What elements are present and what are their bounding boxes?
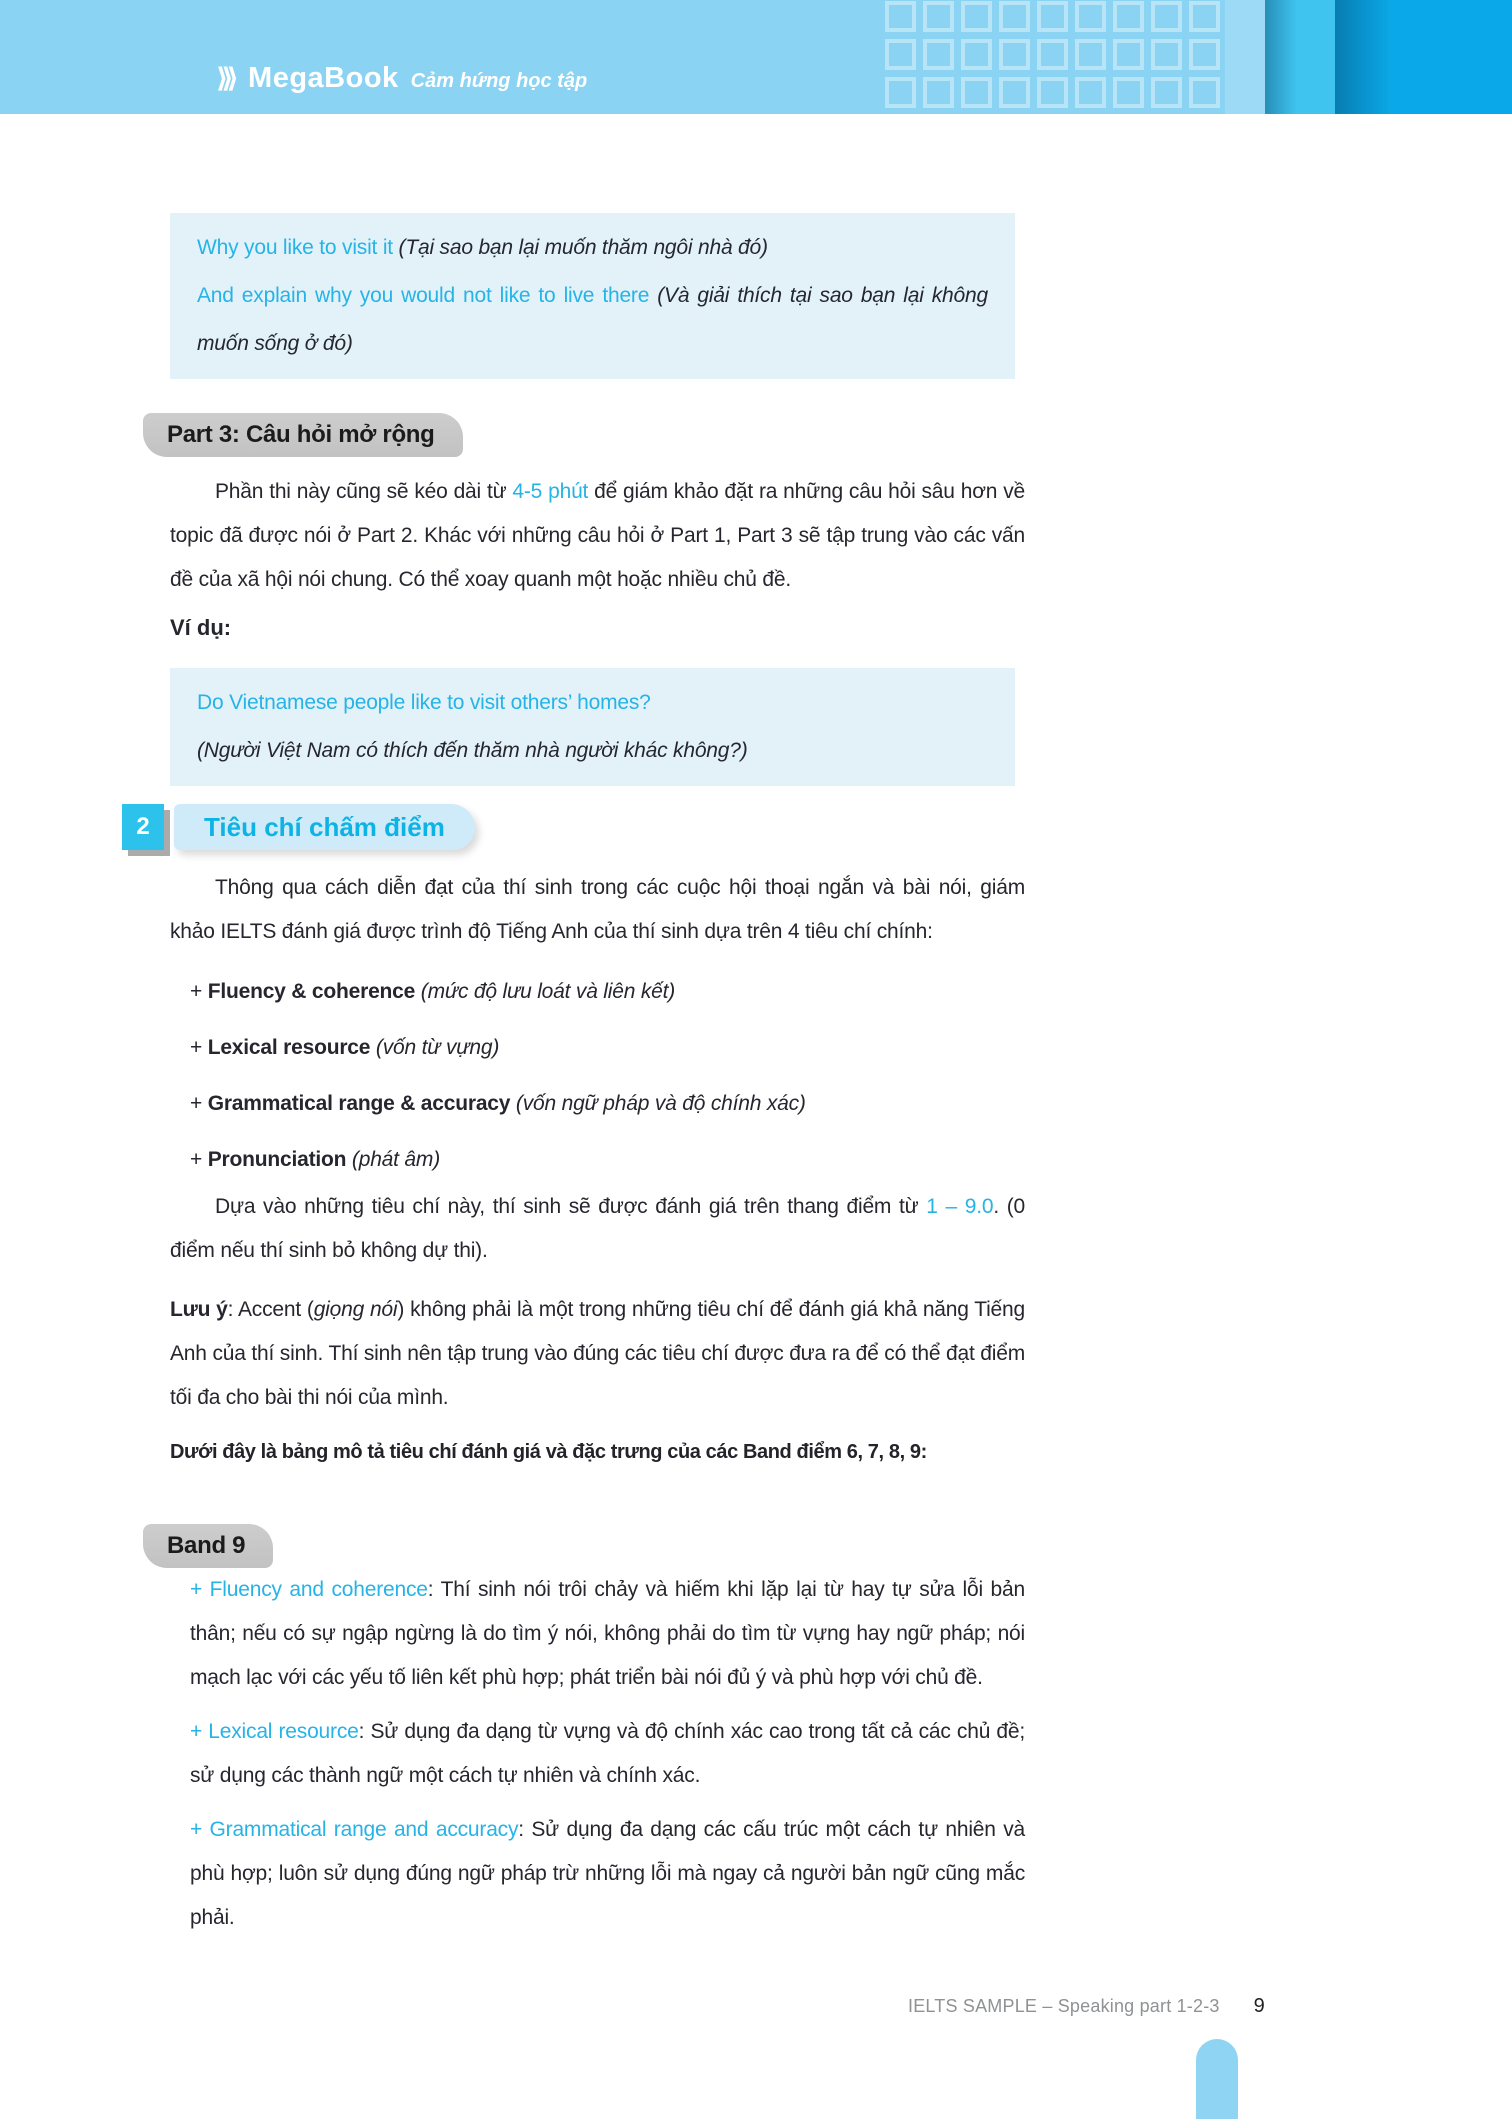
section-2-heading (122, 804, 475, 850)
criterion-item: + Fluency & coherence (mức độ lưu loát và liên kết) (190, 980, 676, 1003)
criterion-item: + Lexical resource (vốn từ vựng) (190, 1036, 500, 1059)
band9-item: + Lexical resource: Sử dụng đa dạng từ vựng và độ chính xác cao trong tất cả các chủ đề; sử dụng các thành ngữ một cách tự nhiên và chính xác. (190, 1720, 1026, 1787)
header-dark-strip (1335, 0, 1512, 114)
band9-list (190, 1568, 1025, 1950)
page-header (0, 0, 1512, 114)
squares-pattern-decoration (884, 0, 1228, 114)
logo-tagline: Cảm hứng học tập (410, 70, 588, 92)
header-light-strip (1225, 0, 1265, 114)
page-number: 9 (1253, 1995, 1265, 2017)
header-mid-strip (1265, 0, 1335, 114)
scale-paragraph: Dựa vào những tiêu chí này, thí sinh sẽ được đánh giá trên thang điểm từ 1 – 9.0. (0 điểm nếu thí sinh bỏ không dự thi). (170, 1195, 1025, 1262)
example-box-visit (170, 213, 1015, 379)
bands-intro: Dưới đây là bảng mô tả tiêu chí đánh giá và đặc trưng của các Band điểm 6, 7, 8, 9: (170, 1441, 927, 1463)
note-paragraph: Lưu ý: Accent (giọng nói) không phải là một trong những tiêu chí để đánh giá khả năng Tiếng Anh của thí sinh. Thí sinh nên tập trung vào đúng các tiêu chí được đưa ra để có thể đạt điểm tối đa cho bài thi nói của mình. (170, 1298, 1025, 1409)
megabook-logo (216, 62, 587, 95)
part3-badge: Part 3: Câu hỏi mở rộng (143, 413, 463, 457)
example-label: Ví dụ: (170, 615, 232, 640)
criteria-list (190, 977, 1025, 1201)
part3-paragraph: Phần thi này cũng sẽ kéo dài từ 4-5 phút để giám khảo đặt ra những câu hỏi sâu hơn về topic đã được nói ở Part 2. Khác với những câu hỏi ở Part 1, Part 3 sẽ tập trung vào các vấn đề của xã hội nói chung. Có thể xoay quanh một hoặc nhiều chủ đề. (170, 480, 1025, 591)
logo-text: MegaBook (248, 62, 399, 94)
footer-title: IELTS SAMPLE – Speaking part 1-2-3 (908, 1996, 1220, 2016)
criterion-item: + Pronunciation (phát âm) (190, 1148, 440, 1171)
example-line-2: And explain why you would not like to live there (Và giải thích tại sao bạn lại không muốn sống ở đó) (197, 284, 988, 355)
band9-item: + Fluency and coherence: Thí sinh nói trôi chảy và hiếm khi lặp lại từ hay tự sửa lỗi bản thân; nếu có sự ngập ngừng là do tìm ý nói, không phải do tìm từ vựng hay ngữ pháp; nói mạch lạc với các yếu tố liên kết phù hợp; phát triển bài nói đủ ý và phù hợp với chủ đề. (190, 1578, 1025, 1689)
section2-intro: Thông qua cách diễn đạt của thí sinh trong các cuộc hội thoại ngắn và bài nói, giám khảo IELTS đánh giá được trình độ Tiếng Anh của thí sinh dựa trên 4 tiêu chí chính: (170, 876, 1025, 943)
example-box-question (170, 668, 1015, 786)
band9-item: + Grammatical range and accuracy: Sử dụng đa dạng các cấu trúc một cách tự nhiên và phù hợp; luôn sử dụng đúng ngữ pháp trừ những lỗi mà ngay cả người bản ngữ cũng mắc phải. (190, 1818, 1025, 1929)
band9-badge: Band 9 (143, 1524, 273, 1568)
example-line-1: Why you like to visit it (Tại sao bạn lại muốn thăm ngôi nhà đó) (197, 236, 768, 259)
section-number-badge: 2 (122, 804, 164, 850)
page-footer (908, 1995, 1265, 2018)
question-en: Do Vietnamese people like to visit others’ homes? (197, 691, 651, 714)
logo-chevrons-icon: ⟩⟩⟩ (216, 63, 233, 93)
question-vi: (Người Việt Nam có thích đến thăm nhà người khác không?) (197, 739, 748, 762)
corner-tab-decoration (1196, 2039, 1238, 2119)
criterion-item: + Grammatical range & accuracy (vốn ngữ pháp và độ chính xác) (190, 1092, 806, 1115)
section-title: Tiêu chí chấm điểm (174, 804, 475, 850)
